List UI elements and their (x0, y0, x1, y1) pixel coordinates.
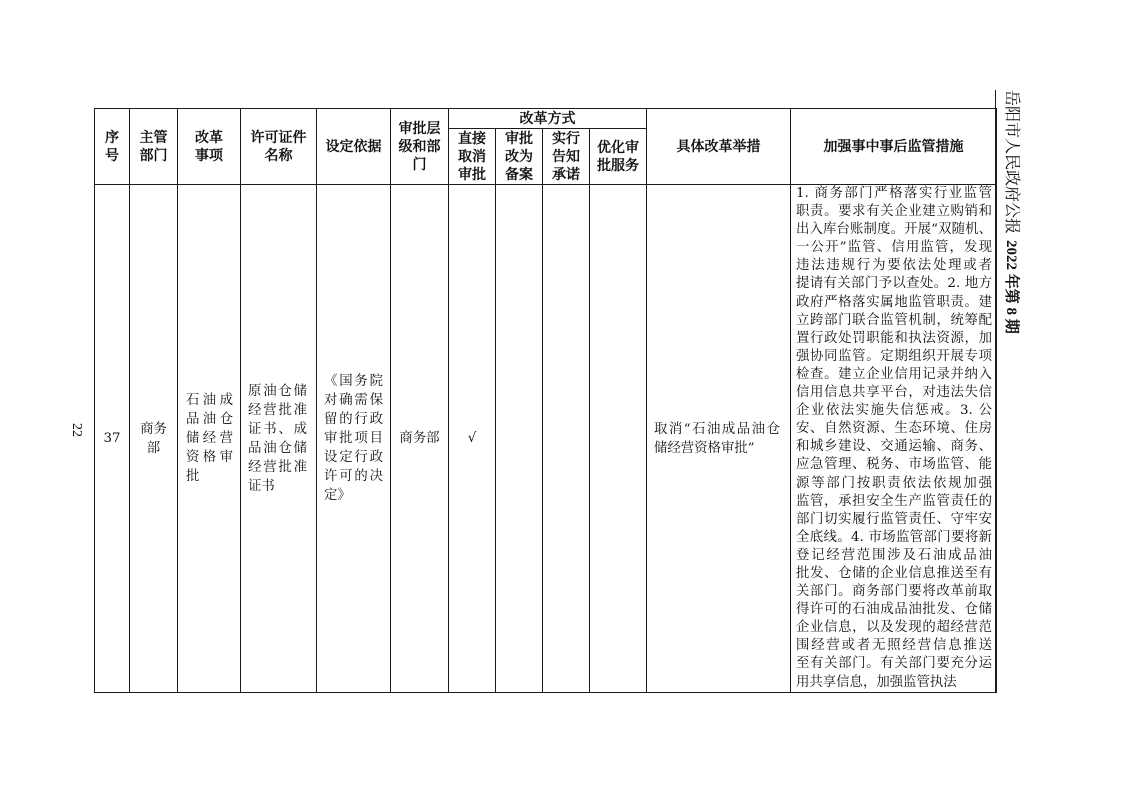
running-header (1001, 90, 1021, 334)
header-department (130, 109, 178, 185)
text-line: 源等部门按职责依法依规加强 (796, 475, 992, 491)
header-seq (95, 109, 130, 185)
header-line: 许可证件 (250, 129, 307, 146)
reform-table (94, 108, 997, 693)
text-line: 关部门。商务部门要将改革前取 (796, 584, 992, 600)
cell-seq (95, 185, 130, 693)
text-line: 应急管理、税务、市场监管、能 (796, 457, 992, 473)
header-line: 直接 (458, 130, 486, 147)
text-line: 得许可的石油成品油批发、仓储 (796, 602, 992, 618)
header-notify-commit (543, 129, 590, 185)
header-supervision (791, 109, 997, 185)
header-direct-cancel (449, 129, 496, 185)
text-line: 检查。建立企业信用记录并纳入 (796, 366, 992, 382)
text-line: 资格审 (186, 450, 233, 465)
text-line: 围经营或者无照经营信息推送 (796, 638, 992, 654)
cell-legal-basis (317, 185, 391, 693)
header-reform-measures (647, 109, 791, 185)
text-line: 商务 (140, 421, 167, 437)
header-line: 门 (412, 156, 427, 173)
header-reform-mode (449, 109, 647, 129)
text-line: 部门切实履行监管责任、守牢安 (796, 511, 992, 527)
text-line: 至有关部门。有关部门要充分运 (796, 656, 992, 672)
header-line: 名称 (264, 147, 293, 164)
checkmark-icon: √ (467, 431, 477, 446)
header-reform-item (178, 109, 241, 185)
table-header-row (95, 109, 997, 129)
text-line: 提请有关部门予以查处。2. 地方 (796, 276, 992, 292)
cell-license-name (241, 185, 317, 693)
text-line: 信用信息共享平台，对违法失信 (796, 385, 992, 401)
text-line: 储经营资格审批” (654, 440, 755, 456)
text-line: 经营批准 (248, 402, 307, 418)
header-line: 审批层 (398, 120, 441, 137)
header-line: 审批 (505, 130, 533, 147)
text-line: 强协同监管。定期组织开展专项 (796, 348, 992, 364)
header-line: 取消 (458, 148, 486, 165)
text-line: 出入库台账制度。开展“双随机、 (796, 222, 992, 238)
text-line: 取消“石油成品油仓 (654, 421, 780, 437)
cell-department (130, 185, 178, 693)
text-line: 品油仓储 (248, 440, 307, 456)
header-line: 批服务 (597, 157, 639, 174)
approval-level-text: 商务部 (399, 431, 440, 446)
header-line: 改革 (195, 129, 223, 146)
header-line: 改为 (505, 148, 533, 165)
header-line: 优化审 (597, 139, 639, 156)
header-legal-basis-label: 设定依据 (325, 138, 382, 155)
text-line: 批发、仓储的企业信息推送至有 (796, 565, 992, 581)
cell-approval-to-filing (496, 185, 543, 693)
text-line: 品油仓 (186, 412, 233, 427)
text-line: 1. 商务部门严格落实行业监管 (796, 186, 992, 201)
text-line: 违法违规行为要依法处理或者 (796, 258, 992, 274)
cell-direct-cancel (449, 185, 496, 693)
legal-basis-text (324, 372, 383, 505)
header-line: 序 (105, 129, 119, 146)
cell-reform-measures (647, 185, 791, 693)
text-line: 置行政处罚职能和执法资源，加 (796, 330, 992, 346)
text-line: 职责。要求有关企业建立购销和 (796, 204, 992, 220)
header-approval-level (391, 109, 449, 185)
text-line: 储经营 (186, 431, 233, 446)
cell-notify-commit (543, 185, 590, 693)
header-line: 承诺 (552, 166, 580, 183)
header-line: 主管 (139, 129, 168, 146)
header-license-name (241, 109, 317, 185)
seq-number: 37 (103, 431, 121, 446)
text-line: 石油成 (186, 393, 233, 408)
publication-title: 岳阳市人民政府公报 (1003, 90, 1020, 235)
text-line: 全底线。4. 市场监管部门要将新 (796, 529, 992, 545)
header-direct-cancel-label (449, 130, 495, 184)
cell-supervision (791, 185, 997, 693)
header-department-label (130, 129, 177, 165)
text-line: 留的行政 (324, 412, 383, 427)
text-line: 安、自然资源、生态环境、住房 (796, 421, 992, 437)
header-supervision-label: 加强事中事后监管措施 (823, 138, 964, 155)
header-seq-label (95, 129, 129, 165)
header-line: 备案 (505, 166, 533, 183)
license-name-text (248, 382, 307, 496)
text-line: 立跨部门联合监管机制，统筹配 (796, 312, 992, 328)
reform-measures-text (654, 420, 780, 458)
text-line: 和城乡建设、交通运输、商务、 (796, 439, 992, 455)
header-line: 号 (105, 147, 119, 164)
text-line: 用共享信息，加强监管执法 (796, 674, 957, 690)
header-optimize-service-label (590, 139, 646, 175)
header-line: 实行 (552, 130, 580, 147)
text-line: 对确需保 (324, 393, 383, 408)
reform-item-text (186, 391, 233, 486)
header-reform-measures-label: 具体改革举措 (676, 138, 761, 155)
text-line: 登记经营范围涉及石油成品油 (796, 547, 992, 563)
text-line: 企业信息，以及发现的超经营范 (796, 620, 992, 636)
text-line: 原油仓储 (248, 383, 307, 399)
header-line: 告知 (552, 148, 580, 165)
text-line: 定》 (324, 488, 351, 503)
issue-number: 2022 年第 8 期 (1003, 240, 1019, 334)
text-line: 一公开”监管、信用监管，发现 (796, 240, 992, 256)
text-line: 《国务院 (324, 374, 383, 389)
text-line: 证书、成 (248, 421, 307, 437)
cell-optimize-service (590, 185, 647, 693)
header-approval-to-filing (496, 129, 543, 185)
department-text (130, 420, 177, 458)
text-line: 许可的决 (324, 469, 383, 484)
supervision-text (796, 185, 992, 692)
header-line: 事项 (195, 147, 223, 164)
text-line: 监管，承担安全生产监管责任的 (796, 493, 992, 509)
text-line: 证书 (248, 478, 275, 494)
header-line: 级和部 (398, 138, 441, 155)
header-line: 部门 (139, 147, 168, 164)
page-number: 22 (69, 423, 84, 437)
header-legal-basis (317, 109, 391, 185)
header-optimize-service (590, 129, 647, 185)
text-line: 企业依法实施失信惩戒。3. 公 (796, 403, 992, 419)
text-line: 设定行政 (324, 450, 383, 465)
header-line: 审批 (458, 166, 486, 183)
table-row (95, 185, 997, 693)
text-line: 审批项目 (324, 431, 383, 446)
header-reform-item-label (178, 129, 240, 165)
text-line: 经营批准 (248, 459, 307, 475)
text-line: 批 (186, 469, 200, 484)
header-reform-mode-label: 改革方式 (519, 110, 576, 127)
header-license-name-label (241, 129, 316, 165)
header-notify-commit-label (543, 130, 589, 184)
header-approval-to-filing-label (496, 130, 542, 184)
cell-reform-item (178, 185, 241, 693)
header-approval-level-label (391, 120, 448, 174)
text-line: 部 (146, 440, 161, 456)
cell-approval-level (391, 185, 449, 693)
text-line: 政府严格落实属地监管职责。建 (796, 294, 992, 310)
